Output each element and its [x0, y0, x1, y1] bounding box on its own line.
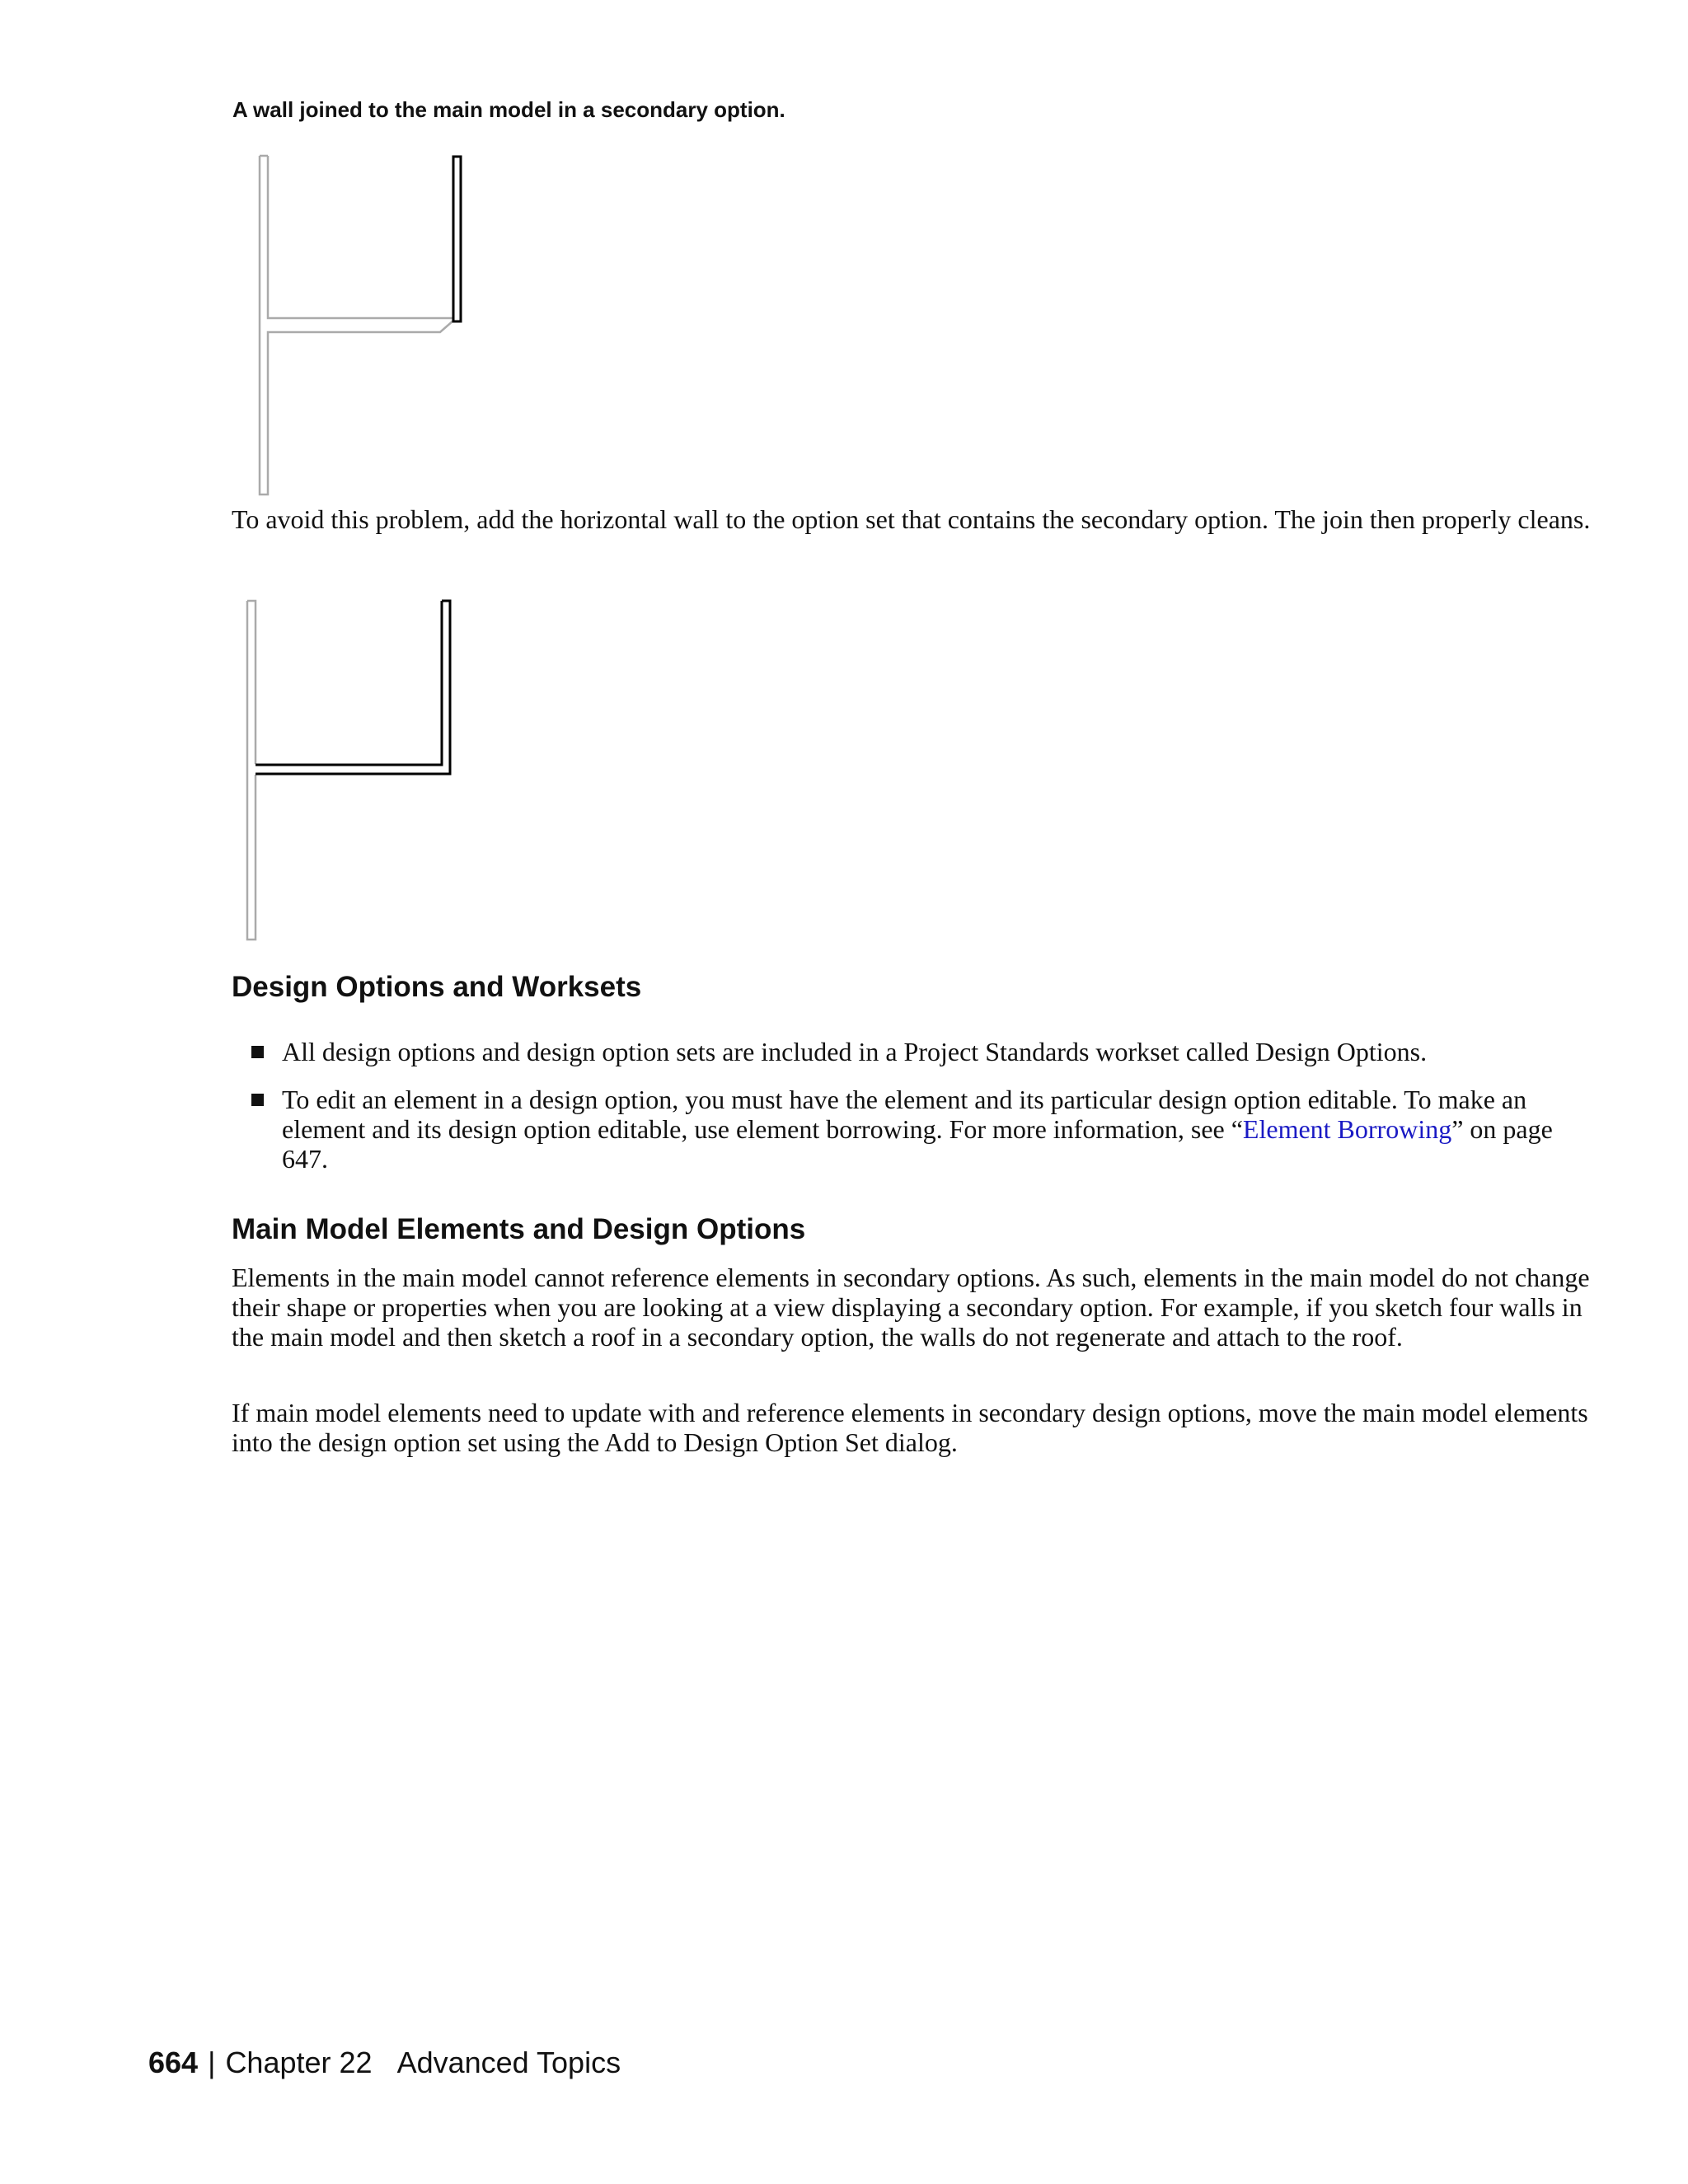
wall-join-diagram-before: [247, 148, 478, 499]
list-item: [251, 1085, 1603, 1174]
element-borrowing-link[interactable]: Element Borrowing: [1242, 1114, 1452, 1144]
chapter-title: Advanced Topics: [396, 2046, 621, 2079]
list-item: [251, 1037, 1603, 1066]
worksets-bullet-list: [251, 1037, 1603, 1192]
footer-separator: |: [208, 2046, 216, 2079]
secondary-option-wall: [453, 157, 461, 321]
square-bullet-icon: [251, 1046, 264, 1058]
main-model-wall-outline: [260, 156, 453, 494]
bullet-text-before-link: To edit an element in a design option, you must have the element and its particular design option editable. To make an element and its design option editable, use element borrowing. For more information, see “: [282, 1085, 1527, 1144]
paragraph-avoid-problem: To avoid this problem, add the horizontal wall to the option set that contains the secondary option. The join then properly cleans.: [232, 504, 1591, 534]
bullet-text-after-link: ” on page 647.: [282, 1114, 1553, 1174]
main-model-wall: [247, 601, 256, 940]
main-model-wall-inner: [268, 156, 453, 318]
section-heading-worksets: Design Options and Worksets: [232, 971, 642, 1003]
option-wall-outer: [256, 601, 450, 774]
section-heading-main-model: Main Model Elements and Design Options: [232, 1213, 806, 1245]
bullet-text: All design options and design option sets are included in a Project Standards workset called Design Options.: [282, 1037, 1428, 1066]
figure-caption: A wall joined to the main model in a secondary option.: [232, 97, 785, 122]
square-bullet-icon: [251, 1094, 264, 1106]
option-wall-inner: [256, 601, 442, 765]
chapter-label: Chapter 22: [225, 2046, 373, 2079]
page-footer: [148, 2045, 621, 2081]
wall-join-diagram-after: [239, 593, 453, 944]
paragraph-main-model-reference: Elements in the main model cannot reference elements in secondary options. As such, elements in the main model do not change their shape or properties when you are looking at a view displaying a secondary option. For example, if you sketch four walls in the main model and then sketch a roof in a secondary option, the walls do not regenerate and attach to the roof.: [232, 1263, 1590, 1352]
paragraph-main-model-update: If main model elements need to update with and reference elements in secondary design options, move the main model elements into the design option set using the Add to Design Option Set dialog.: [232, 1398, 1588, 1457]
page-number: 664: [148, 2046, 199, 2079]
